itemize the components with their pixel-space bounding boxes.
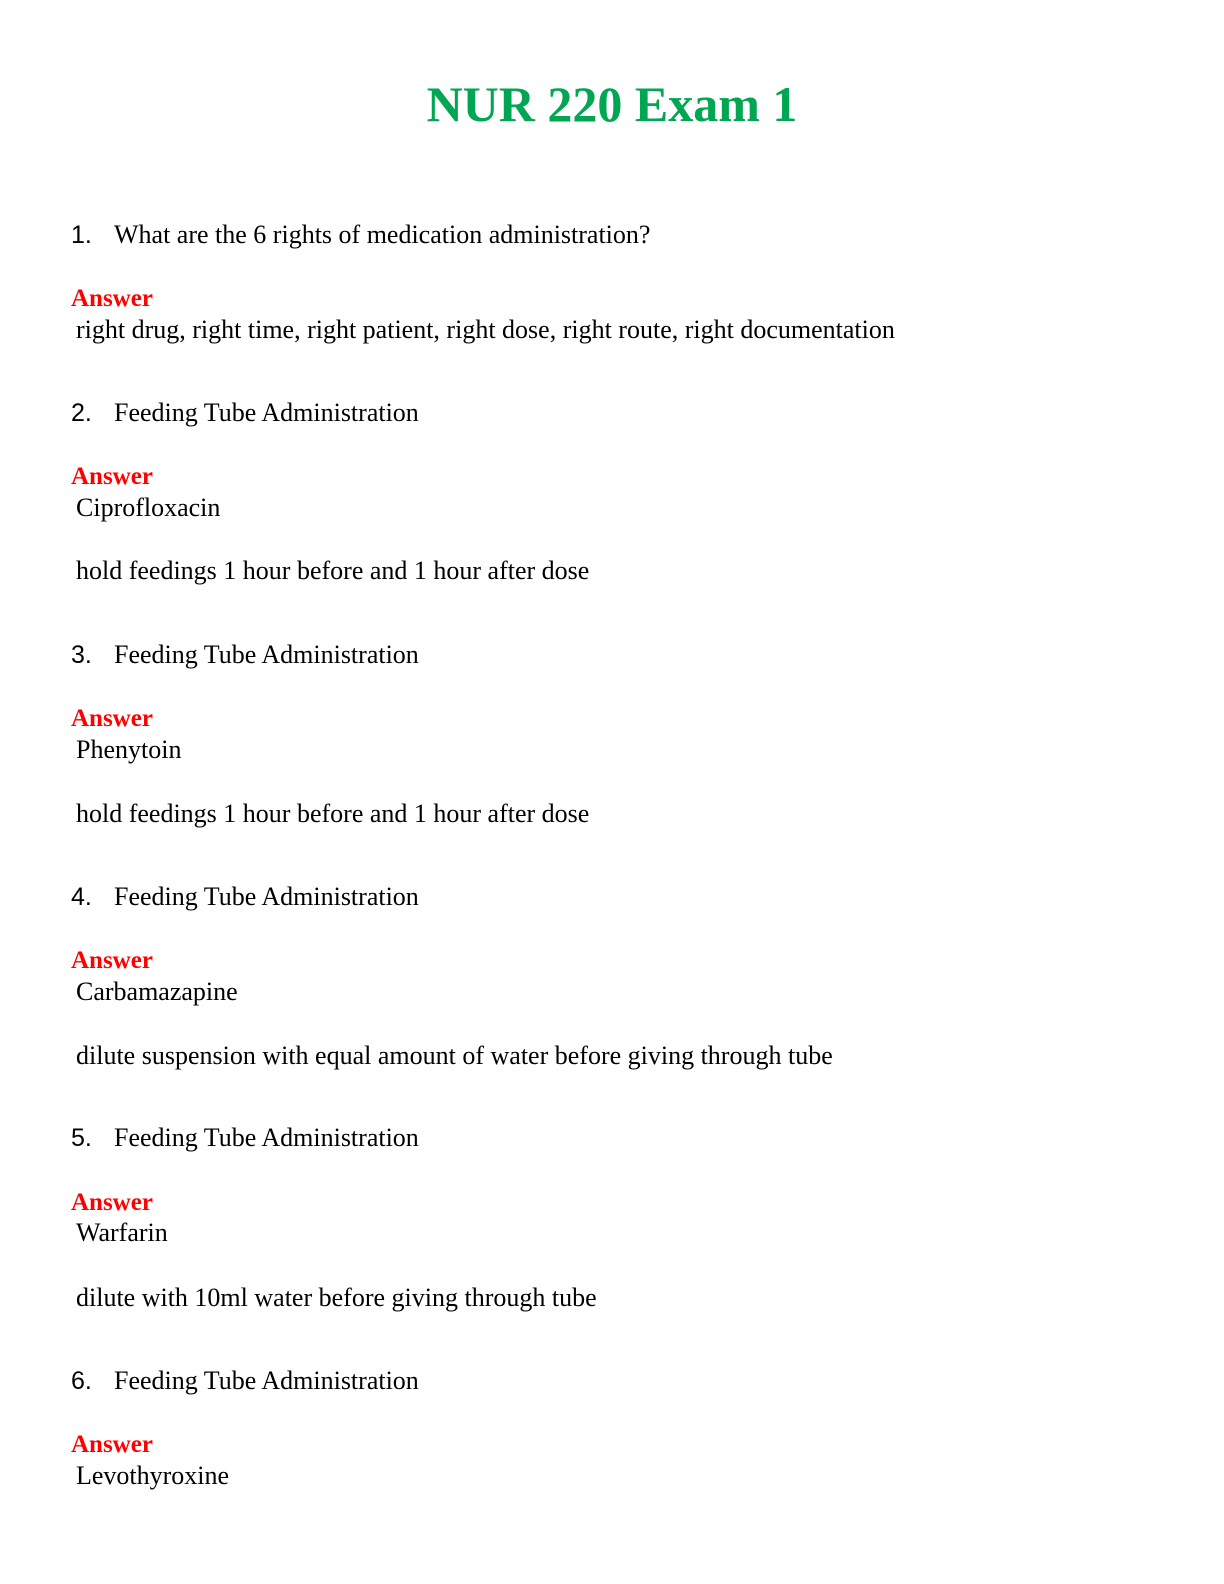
answer-text: right drug, right time, right patient, right dose, right route, right documentation	[76, 315, 895, 344]
question-number: 6.	[71, 1367, 92, 1395]
answer-note: dilute suspension with equal amount of water before giving through tube	[76, 1041, 833, 1070]
answer-text: Levothyroxine	[76, 1461, 230, 1490]
question-2	[71, 397, 419, 429]
answer-label: Answer	[71, 285, 153, 312]
answer-text: Warfarin	[76, 1218, 168, 1247]
answer-label: Answer	[71, 463, 153, 490]
answer-text: Carbamazapine	[76, 977, 238, 1006]
question-text: Feeding Tube Administration	[114, 398, 419, 427]
question-text: Feeding Tube Administration	[114, 1366, 419, 1395]
question-6	[71, 1365, 419, 1397]
answer-note: hold feedings 1 hour before and 1 hour after dose	[76, 556, 590, 585]
question-number: 3.	[71, 641, 92, 669]
question-text: What are the 6 rights of medication administration?	[114, 220, 651, 249]
question-number: 5.	[71, 1124, 92, 1152]
question-number: 1.	[71, 221, 92, 249]
answer-label: Answer	[71, 705, 153, 732]
question-text: Feeding Tube Administration	[114, 882, 419, 911]
answer-note: hold feedings 1 hour before and 1 hour after dose	[76, 799, 590, 828]
answer-text: Phenytoin	[76, 735, 182, 764]
page-title: NUR 220 Exam 1	[426, 76, 798, 132]
question-text: Feeding Tube Administration	[114, 1123, 419, 1152]
question-3	[71, 639, 419, 671]
question-1	[71, 219, 650, 251]
answer-note: dilute with 10ml water before giving through tube	[76, 1283, 597, 1312]
question-number: 4.	[71, 883, 92, 911]
question-5	[71, 1122, 419, 1154]
answer-text: Ciprofloxacin	[76, 493, 221, 522]
question-number: 2.	[71, 399, 92, 427]
answer-label: Answer	[71, 1431, 153, 1458]
answer-label: Answer	[71, 1189, 153, 1216]
question-text: Feeding Tube Administration	[114, 640, 419, 669]
question-4	[71, 881, 419, 913]
answer-label: Answer	[71, 947, 153, 974]
